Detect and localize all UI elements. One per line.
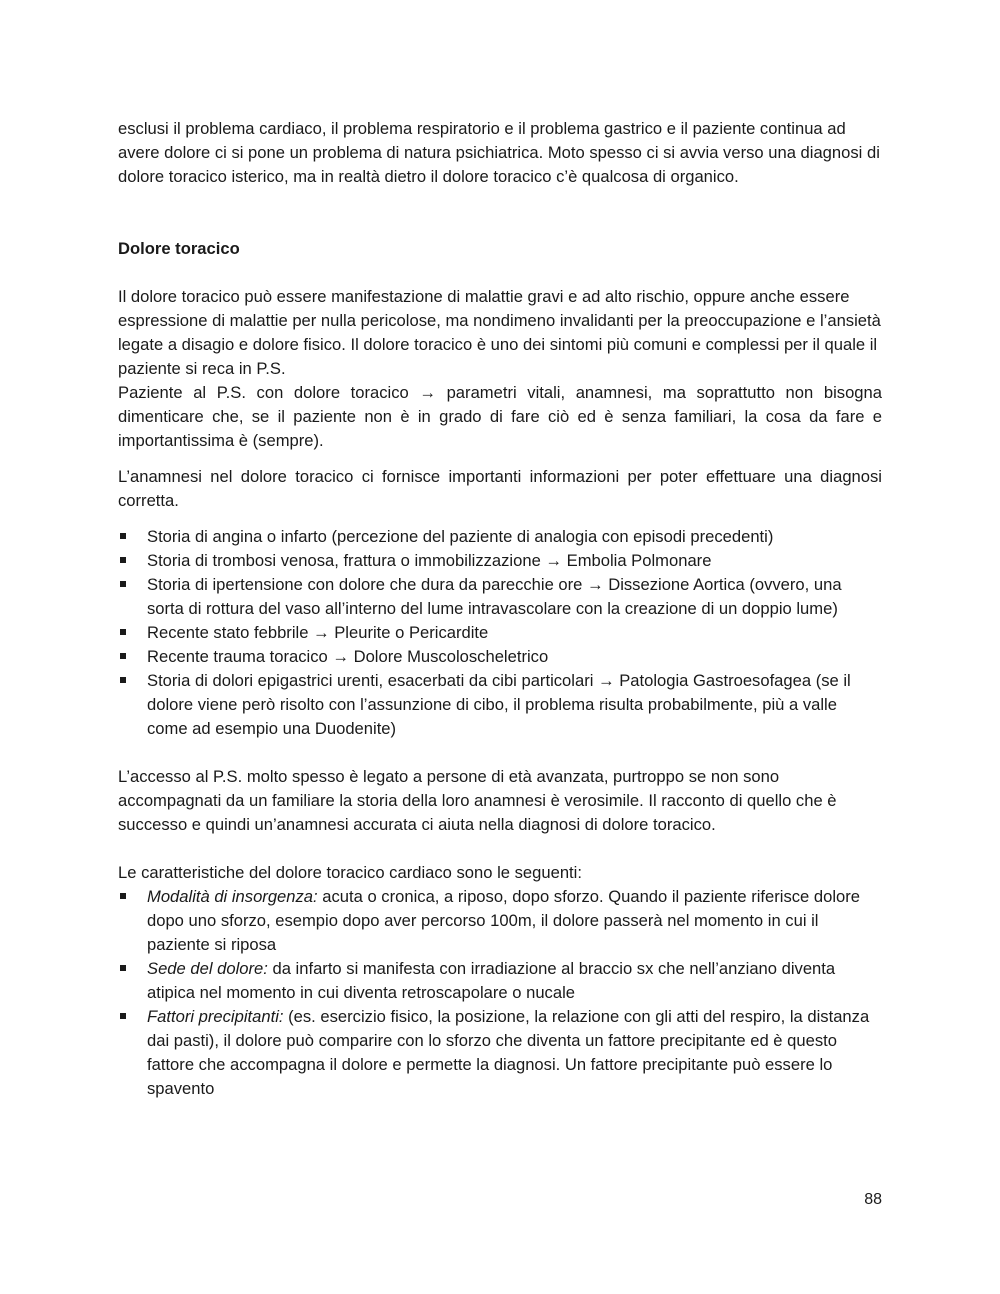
list-item: Storia di ipertensione con dolore che dura da parecchie ore → Dissezione Aortica (ovvero, una sorta di rottura del vaso all’interno del lume intravascolare con la creazione di un doppio lume) [118, 573, 882, 621]
description: da infarto si manifesta con irradiazione al braccio sx che nell’anziano diventa atipica nel momento in cui diventa retroscapolare o nucale [147, 959, 836, 1002]
description: (es. esercizio fisico, la posizione, la relazione con gli atti del respiro, la distanza dai pasti), il dolore può comparire con lo sforzo che diventa un fattore precipitante ed è questo fattore che accompagna il dolore e permette la diagnosi. Un fattore precipitante può essere lo spavento [147, 1007, 870, 1098]
paragraph-4: L’accesso al P.S. molto spesso è legato a persone di età avanzata, purtroppo se non sono accompagnati da un familiare la storia della loro anamnesi è verosimile. Il racconto di quello che è successo e quindi un’anamnesi accurata ci aiuta nella diagnosi di dolore toracico. [118, 767, 837, 834]
term: Modalità di insorgenza: [147, 887, 318, 906]
paragraph-2: Paziente al P.S. con dolore toracico → parametri vitali, anamnesi, ma soprattutto non bisogna dimenticare che, se il paziente non è in grado di fare ciò ed è senza familiari, la cosa da fare e importantissima è (sempre). [118, 383, 882, 450]
list-item [118, 957, 882, 1005]
paragraph-1: Il dolore toracico può essere manifestazione di malattie gravi e ad alto rischio, oppure anche essere espressione di malattie per nulla pericolose, ma nondimeno invalidanti per la preoccupazione e l’ansietà legate a disagio e dolore fisico. Il dolore toracico è uno dei sintomi più comuni e complessi per il quale il paziente si reca in P.S. [118, 287, 881, 378]
document-page [118, 117, 882, 1101]
intro-paragraph: esclusi il problema cardiaco, il problema respiratorio e il problema gastrico e il paziente continua ad avere dolore ci si pone un problema di natura psichiatrica. Moto spesso ci si avvia verso una diagnosi di dolore toracico isterico, ma in realtà dietro il dolore toracico c’è qualcosa di organico. [118, 119, 880, 186]
section-heading: Dolore toracico [118, 239, 240, 258]
list-item [118, 885, 882, 957]
list-item: Storia di trombosi venosa, frattura o immobilizzazione → Embolia Polmonare [118, 549, 882, 573]
caratteristiche-list [118, 885, 882, 1101]
list-item: Storia di angina o infarto (percezione del paziente di analogia con episodi precedenti) [118, 525, 882, 549]
anamnesi-list [118, 525, 882, 741]
paragraph-5: Le caratteristiche del dolore toracico cardiaco sono le seguenti: [118, 863, 582, 882]
page-number: 88 [864, 1191, 882, 1208]
list-item: Storia di dolori epigastrici urenti, esacerbati da cibi particolari → Patologia Gastroesofagea (se il dolore viene però risolto con l’assunzione di cibo, il problema risulta probabilmente, più a valle come ad esempio una Duodenite) [118, 669, 882, 741]
paragraph-3: L’anamnesi nel dolore toracico ci fornisce importanti informazioni per poter effettuare una diagnosi corretta. [118, 467, 882, 510]
term: Fattori precipitanti: [147, 1007, 284, 1026]
list-item: Recente stato febbrile → Pleurite o Pericardite [118, 621, 882, 645]
term: Sede del dolore: [147, 959, 268, 978]
list-item: Recente trauma toracico → Dolore Muscoloscheletrico [118, 645, 882, 669]
description: acuta o cronica, a riposo, dopo sforzo. Quando il paziente riferisce dolore dopo uno sforzo, esempio dopo aver percorso 100m, il dolore passerà nel momento in cui il paziente si riposa [147, 887, 861, 954]
list-item [118, 1005, 882, 1101]
